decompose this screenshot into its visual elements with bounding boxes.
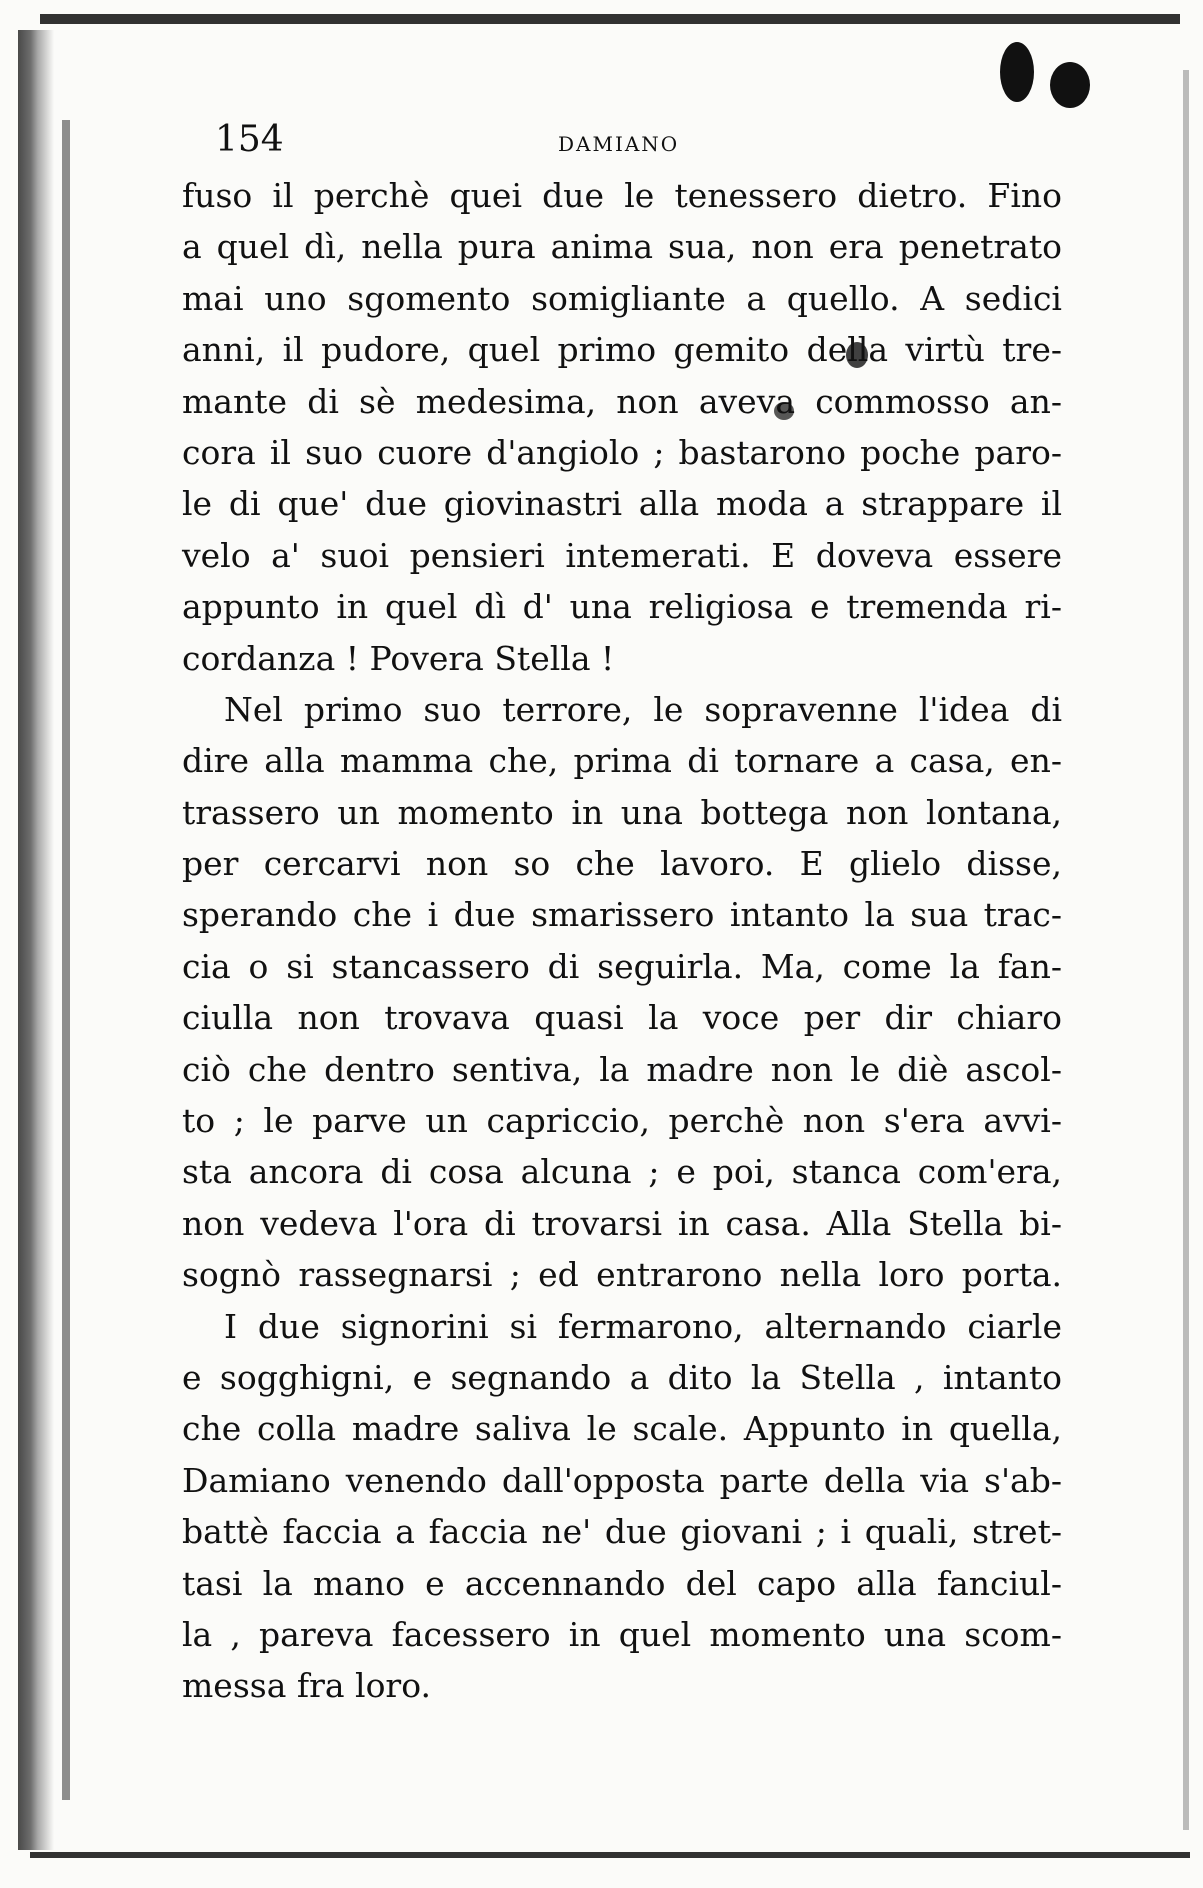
text-line: che colla madre saliva le scale. Appunto in quella,: [182, 1409, 1062, 1449]
text-line: la , pareva facessero in quel momento una scom-: [182, 1614, 1062, 1654]
text-line: Damiano venendo dall'opposta parte della via s'ab-: [182, 1460, 1062, 1500]
text-line: to ; le parve un capriccio, perchè non s'era avvi-: [182, 1101, 1062, 1141]
running-title: DAMIANO: [558, 132, 680, 156]
text-line: anni, il pudore, quel primo gemito della virtù tre-: [182, 330, 1062, 370]
text-line: mai uno sgomento somigliante a quello. A sedici: [182, 278, 1062, 318]
text-line: sta ancora di cosa alcuna ; e poi, stanca com'era,: [182, 1152, 1062, 1192]
text-line: cora il suo cuore d'angiolo ; bastarono poche paro-: [182, 432, 1062, 472]
text-line: Nel primo suo terrore, le sopravenne l'idea di: [224, 689, 1062, 729]
page-number: 154: [215, 119, 284, 160]
text-line: ciò che dentro sentiva, la madre non le diè ascol-: [182, 1049, 1062, 1089]
text-line: appunto in quel dì d' una religiosa e tremenda ri-: [182, 587, 1062, 627]
scan-bottom-border: [30, 1852, 1190, 1858]
scan-right-edge: [1183, 70, 1189, 1830]
text-line: trassero un momento in una bottega non lontana,: [182, 792, 1062, 832]
page-header: [215, 119, 875, 160]
text-line: velo a' suoi pensieri intemerati. E doveva essere: [182, 535, 1062, 575]
scan-top-border: [40, 14, 1180, 24]
ink-blot: [1000, 42, 1034, 102]
text-line: mante di sè medesima, non aveva commosso an-: [182, 381, 1062, 421]
text-line: sognò rassegnarsi ; ed entrarono nella loro porta.: [182, 1255, 1062, 1295]
text-line: battè faccia a faccia ne' due giovani ; i quali, stret-: [182, 1512, 1062, 1552]
scan-binding-line: [62, 120, 70, 1800]
scan-binding-shadow: [18, 30, 54, 1850]
text-line: le di que' due giovinastri alla moda a strappare il: [182, 484, 1062, 524]
text-line: a quel dì, nella pura anima sua, non era penetrato: [182, 227, 1062, 267]
text-line: non vedeva l'ora di trovarsi in casa. Alla Stella bi-: [182, 1203, 1062, 1243]
text-line: sperando che i due smarissero intanto la sua trac-: [182, 895, 1062, 935]
body-text: [182, 170, 1062, 1712]
text-line: fuso il perchè quei due le tenessero dietro. Fino: [182, 176, 1062, 215]
text-line: per cercarvi non so che lavoro. E glielo disse,: [182, 844, 1062, 884]
ink-blot: [1050, 62, 1090, 108]
text-line: I due signorini si fermarono, alternando ciarle: [224, 1306, 1062, 1346]
text-line: e sogghigni, e segnando a dito la Stella , intanto: [182, 1357, 1062, 1397]
text-line: cordanza ! Povera Stella !: [182, 638, 615, 678]
text-line: dire alla mamma che, prima di tornare a casa, en-: [182, 741, 1062, 781]
text-line: ciulla non trovava quasi la voce per dir chiaro: [182, 998, 1062, 1038]
text-line: messa fra loro.: [182, 1666, 431, 1706]
text-line: tasi la mano e accennando del capo alla fanciul-: [182, 1563, 1062, 1603]
text-line: cia o si stancassero di seguirla. Ma, come la fan-: [182, 946, 1062, 986]
